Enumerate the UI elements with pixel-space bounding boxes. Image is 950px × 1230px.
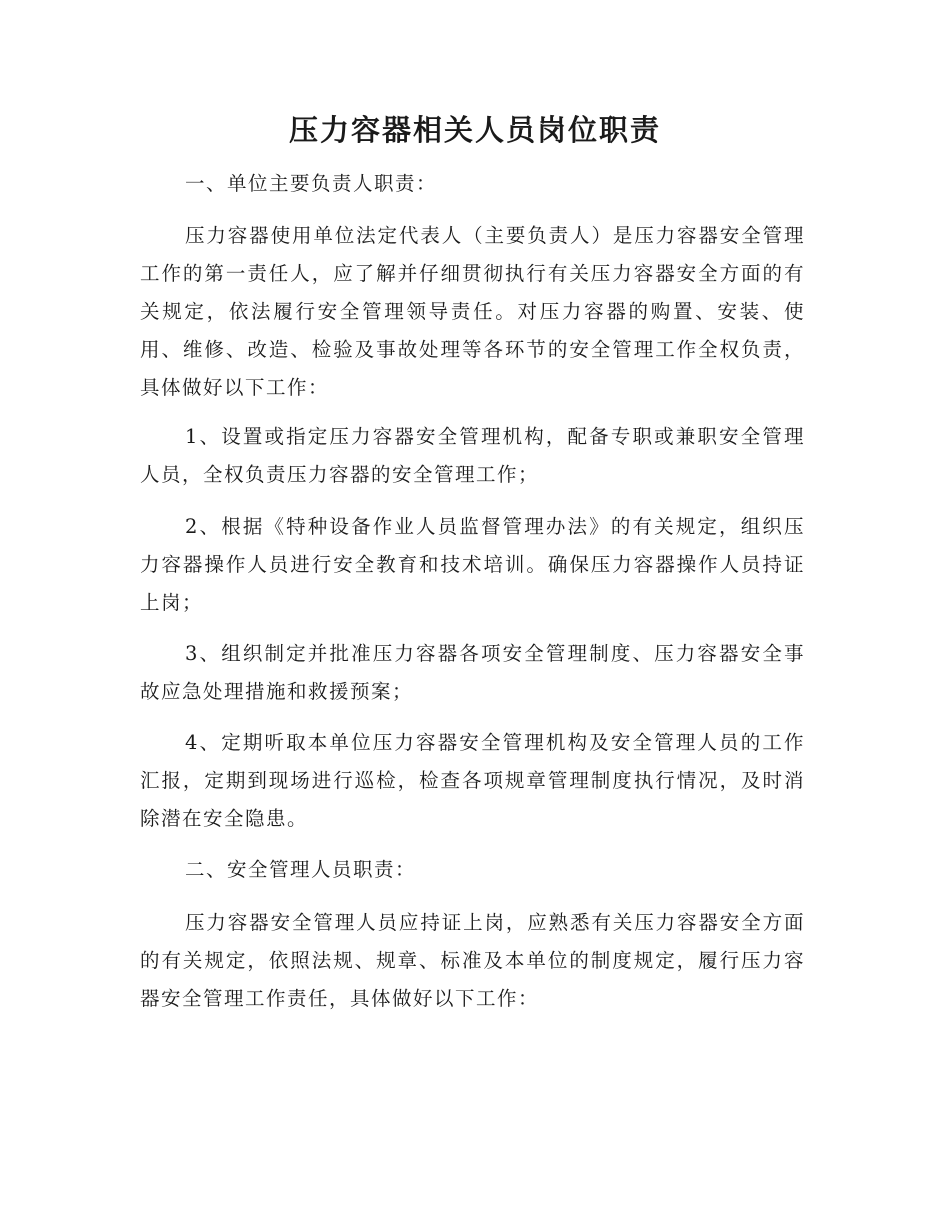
section2-intro: 压力容器安全管理人员应持证上岗，应熟悉有关压力容器安全方面的有关规定，依照法规、规章、标准及本单位的制度规定，履行压力容器安全管理工作责任，具体做好以下工作： — [140, 911, 805, 1010]
section1-item-1: 1、设置或指定压力容器安全管理机构，配备专职或兼职安全管理人员，全权负责压力容器的安全管理工作； — [140, 425, 805, 486]
section1-item-3: 3、组织制定并批准压力容器各项安全管理制度、压力容器安全事故应急处理措施和救援预案； — [140, 642, 805, 703]
section1-intro: 压力容器使用单位法定代表人（主要负责人）是压力容器安全管理工作的第一责任人，应了解并仔细贯彻执行有关压力容器安全方面的有关规定，依法履行安全管理领导责任。对压力容器的购置、安装、使用、维修、改造、检验及事故处理等各环节的安全管理工作全权负责，具体做好以下工作： — [140, 224, 805, 399]
section1-item-4: 4、定期听取本单位压力容器安全管理机构及安全管理人员的工作汇报，定期到现场进行巡检，检查各项规章管理制度执行情况，及时消除潜在安全隐患。 — [140, 731, 805, 830]
section2-heading: 二、安全管理人员职责： — [185, 858, 417, 881]
section1-heading: 一、单位主要负责人职责： — [185, 172, 438, 195]
section1-item-2: 2、根据《特种设备作业人员监督管理办法》的有关规定，组织压力容器操作人员进行安全教育和技术培训。确保压力容器操作人员持证上岗； — [140, 515, 805, 614]
document-title: 压力容器相关人员岗位职责 — [288, 113, 661, 147]
